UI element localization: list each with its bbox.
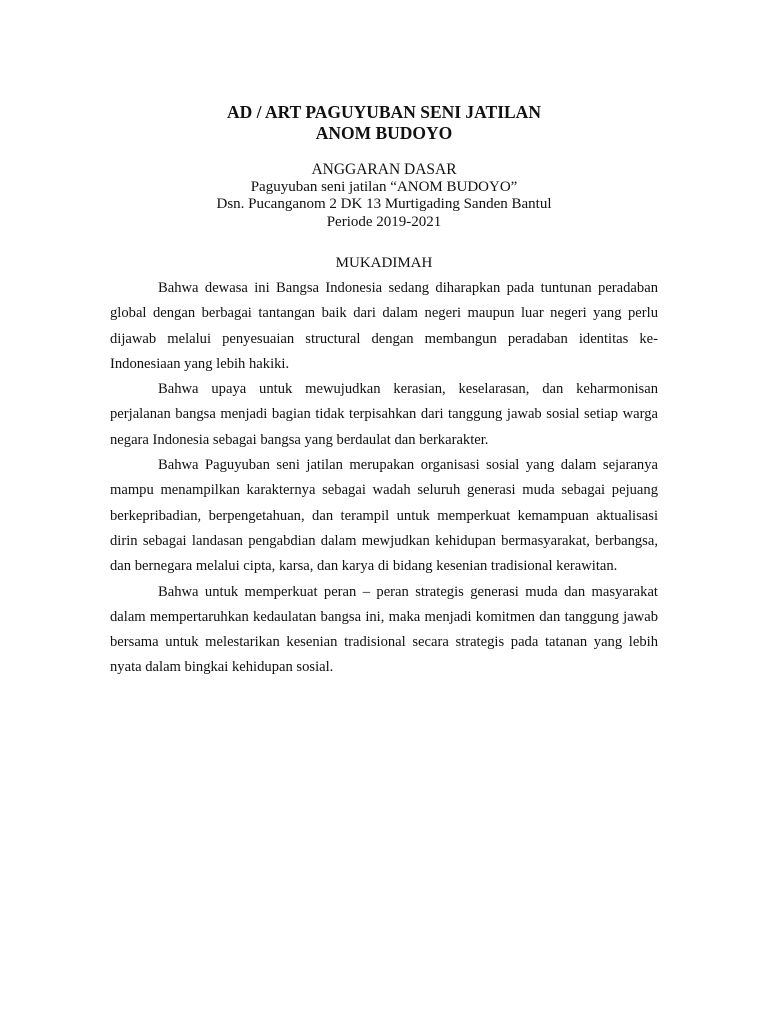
document-title [110, 102, 658, 144]
paragraph: Bahwa untuk memperkuat peran – peran strategis generasi muda dan masyarakat dalam mempertaruhkan kedaulatan bangsa ini, maka menjadi komitmen dan tanggung jawab bersama untuk melestarikan kesenian tradisional secara strategis pada tatanan yang lebih nyata dalam bingkai kehidupan sosial. [110, 583, 658, 676]
paragraph: Bahwa upaya untuk mewujudkan kerasian, keselarasan, dan keharmonisan perjalanan bangsa menjadi bagian tidak terpisahkan dari tanggung jawab sosial setiap warga negara Indonesia sebagai bangsa yang berdaulat dan berkarakter. [110, 381, 658, 448]
section-body [110, 276, 658, 681]
title-line-1: AD / ART PAGUYUBAN SENI JATILAN [227, 102, 541, 122]
section-heading: MUKADIMAH [335, 255, 433, 271]
paragraph: Bahwa dewasa ini Bangsa Indonesia sedang diharapkan pada tuntunan peradaban global dengan berbagai tantangan baik dari dalam negeri maupun luar negeri yang perlu dijawab melalui penyesuaian structural dengan membangun peradaban identitas ke-Indonesiaan yang lebih hakiki. [110, 280, 658, 372]
document-header [110, 161, 658, 231]
organization-period: Periode 2019-2021 [326, 213, 442, 230]
organization-name: Paguyuban seni jatilan “ANOM BUDOYO” [250, 178, 518, 195]
document-type: ANGGARAN DASAR [311, 161, 457, 178]
title-line-2: ANOM BUDOYO [315, 123, 453, 143]
paragraph: Bahwa Paguyuban seni jatilan merupakan organisasi sosial yang dalam sejaranya mampu menampilkan karakternya sebagai wadah seluruh generasi muda sebagai pejuang berkepribadian, berpengetahuan, dan terampil untuk memperkuat kemampuan aktualisasi dirin sebagai landasan pengabdian dalam mewjudkan kehidupan bermasyarakat, berbangsa, dan bernegara melalui cipta, karsa, dan karya di bidang kesenian tradisional kerawitan. [110, 457, 658, 575]
organization-address: Dsn. Pucanganom 2 DK 13 Murtigading Sanden Bantul [216, 196, 552, 212]
